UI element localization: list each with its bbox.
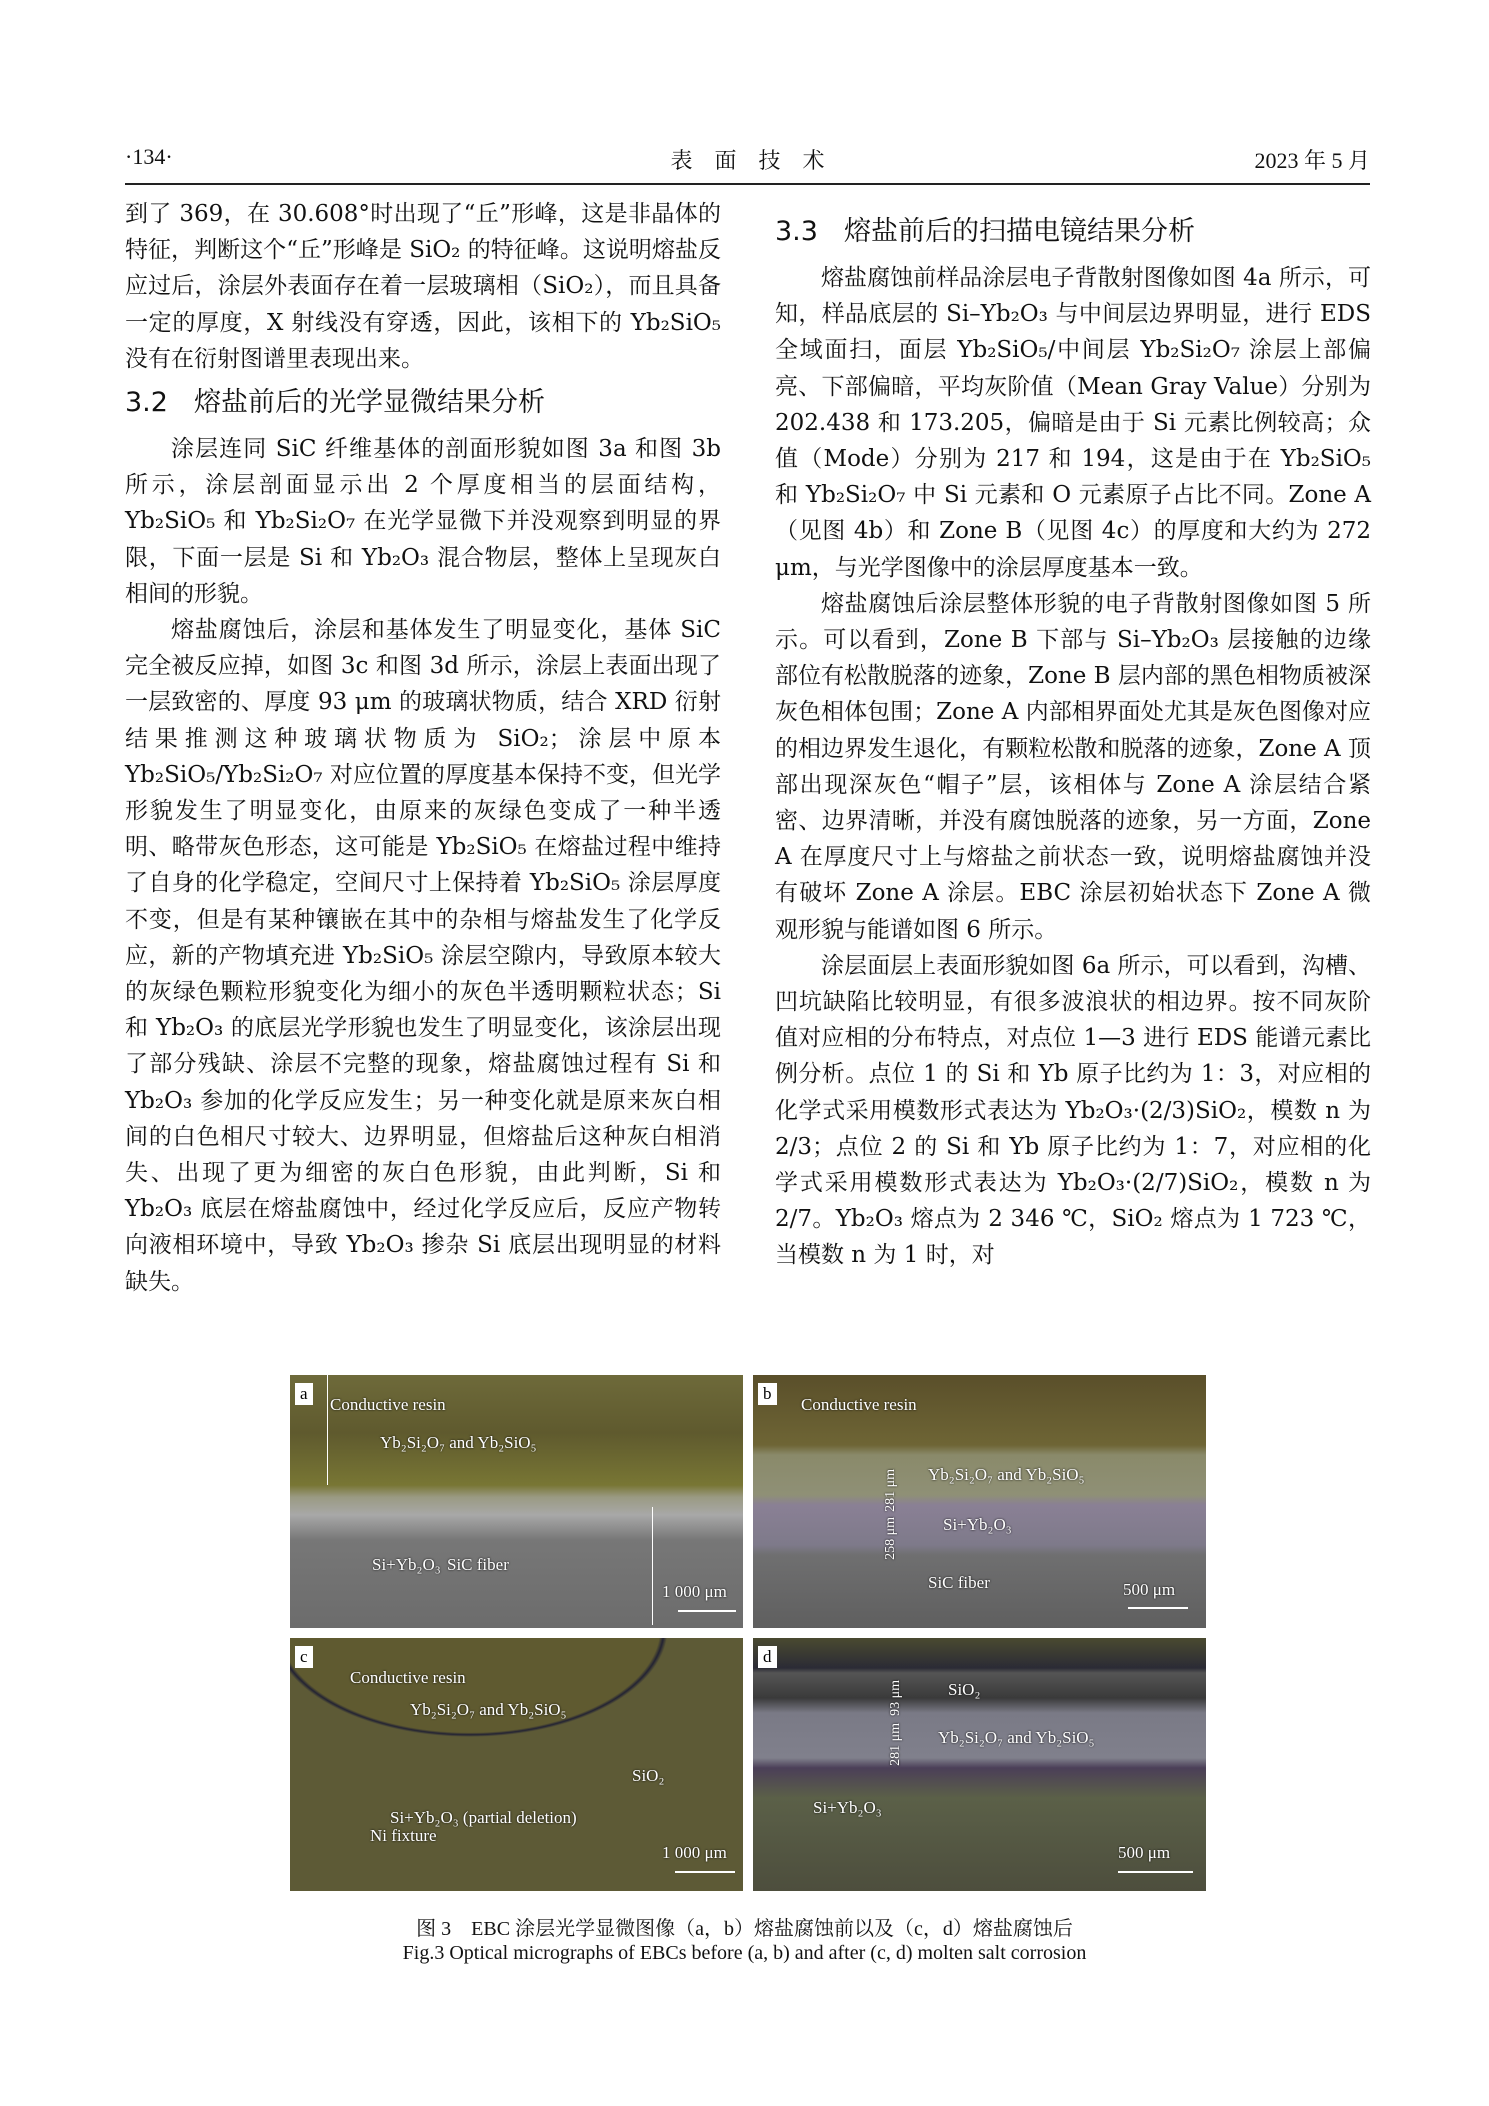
label-sio2: SiO₂	[948, 1680, 981, 1699]
label-sio2: SiO₂	[632, 1766, 665, 1785]
thickness-label: 281 μm	[888, 1723, 903, 1766]
thickness-label: 281 μm	[883, 1469, 898, 1512]
micrograph-a	[290, 1375, 743, 1628]
figure-caption-en: Fig.3 Optical micrographs of EBCs before (a, b) and after (c, d) molten salt corrosion	[402, 1942, 1087, 1964]
thickness-label: 93 μm	[888, 1680, 903, 1716]
section-title: 熔盐前后的扫描电镜结果分析	[843, 216, 1195, 247]
paragraph: 熔盐腐蚀前样品涂层电子背散射图像如图 4a 所示，可知，样品底层的 Si–Yb₂O₃ 与中间层边界明显，进行 EDS 全域面扫，面层 Yb₂SiO₅/中间层 Yb₂Si₂O₇ 涂层上部偏亮、下部偏暗，平均灰阶值（Mean Gray Value）分别为 202.438 和 173.205，偏暗是由于 Si 元素比例较高；众值（Mode）分别为 217 和 194，这是由于在 Yb₂SiO₅ 和 Yb₂Si₂O₇ 中 Si 元素和 O 元素原子占比不同。Zone A（见图 4b）和 Zone B（见图 4c）的厚度和大约为 272 μm，与光学图像中的涂层厚度基本一致。	[775, 265, 1371, 581]
figure-3	[290, 1375, 1210, 1891]
left-column	[125, 196, 721, 1300]
scale-bar-label: 1 000 μm	[662, 1843, 727, 1862]
micrograph-c	[290, 1638, 743, 1891]
arrow	[652, 1507, 653, 1625]
label-coating: Yb₂Si₂O₇ and Yb₂SiO₅	[938, 1728, 1095, 1747]
journal-name: 表 面 技 术	[670, 148, 825, 173]
label-fiber: SiC fiber	[447, 1555, 509, 1574]
running-header	[125, 138, 1370, 178]
page-number: ·134·	[125, 144, 173, 169]
scale-bar-label: 1 000 μm	[662, 1582, 727, 1601]
scale-bar-label: 500 μm	[1123, 1580, 1176, 1599]
section-heading-3-3	[775, 208, 1371, 256]
scale-bar-label: 500 μm	[1118, 1843, 1171, 1862]
scale-bar	[1118, 1871, 1193, 1873]
label-resin: Conductive resin	[801, 1395, 917, 1414]
label-ni-fixture: Ni fixture	[370, 1826, 437, 1845]
arrow	[327, 1375, 328, 1485]
label-fiber: SiC fiber	[928, 1573, 990, 1592]
panel-label: b	[758, 1383, 777, 1405]
scale-bar	[1128, 1607, 1188, 1609]
paragraph: 熔盐腐蚀后，涂层和基体发生了明显变化，基体 SiC 完全被反应掉，如图 3c 和图 3d 所示，涂层上表面出现了一层致密的、厚度 93 μm 的玻璃状物质，结合 XRD 衍射结果推测这种玻璃状物质为 SiO₂；涂层中原本 Yb₂SiO₅/Yb₂Si₂O₇ 对应位置的厚度基本保持不变，但光学形貌发生了明显变化，由原来的灰绿色变成了一种半透明、略带灰色形态，这可能是 Yb₂SiO₅ 在熔盐过程中维持了自身的化学稳定，空间尺寸上保持着 Yb₂SiO₅ 涂层厚度不变，但是有某种镶嵌在其中的杂相与熔盐发生了化学反应，新的产物填充进 Yb₂SiO₅ 涂层空隙内，导致原本较大的灰绿色颗粒形貌变化为细小的灰色半透明颗粒状态；Si 和 Yb₂O₃ 的底层光学形貌也发生了明显变化，该涂层出现了部分残缺、涂层不完整的现象，熔盐腐蚀过程有 Si 和 Yb₂O₃ 参加的化学反应发生；另一种变化就是原来灰白相间的白色相尺寸较大、边界明显，但熔盐后这种灰白相消失、出现了更为细密的灰白色形貌，由此判断，Si 和 Yb₂O₃ 底层在熔盐腐蚀中，经过化学反应后，反应产物转向液相环境中，导致 Yb₂O₃ 掺杂 Si 底层出现明显的材料缺失。	[125, 617, 721, 1295]
label-bond-coat: Si+Yb₂O₃	[813, 1798, 882, 1817]
label-bond-coat: Si+Yb₂O₃ (partial deletion)	[390, 1808, 577, 1827]
paragraph: 涂层面层上表面形貌如图 6a 所示，可以看到，沟槽、凹坑缺陷比较明显，有很多波浪状的相边界。按不同灰阶值对应相的分布特点，对点位 1—3 进行 EDS 能谱元素比例分析。点位 1 的 Si 和 Yb 原子比约为 1：3，对应相的化学式采用模数形式表达为 Yb₂O₃·(2/3)SiO₂，模数 n 为 2/3；点位 2 的 Si 和 Yb 原子比约为 1：7，对应相的化学式采用模数形式表达为 Yb₂O₃·(2/7)SiO₂，模数 n 为 2/7。Yb₂O₃ 熔点为 2 346 ℃，SiO₂ 熔点为 1 723 ℃，当模数 n 为 1 时，对	[775, 952, 1371, 1269]
micrograph-b	[753, 1375, 1206, 1628]
label-coating: Yb₂Si₂O₇ and Yb₂SiO₅	[928, 1465, 1085, 1484]
header-rule	[125, 183, 1370, 185]
right-column	[775, 208, 1371, 1274]
label-resin: Conductive resin	[350, 1668, 466, 1687]
section-number: 3.3	[775, 216, 818, 247]
panel-label: d	[758, 1646, 777, 1668]
section-heading-3-2	[125, 379, 721, 427]
figure-caption-cn: 图 3 EBC 涂层光学显微图像（a，b）熔盐腐蚀前以及（c，d）熔盐腐蚀后	[416, 1918, 1073, 1940]
label-bond-coat: Si+Yb₂O₃	[943, 1515, 1012, 1534]
label-coating: Yb₂Si₂O₇ and Yb₂SiO₅	[380, 1433, 537, 1452]
paragraph: 熔盐腐蚀后涂层整体形貌的电子背散射图像如图 5 所示。可以看到，Zone B 下部与 Si–Yb₂O₃ 层接触的边缘部位有松散脱落的迹象，Zone B 层内部的黑色相物质被深灰色相体包围；Zone A 内部相界面处尤其是灰色图像对应的相边界发生退化，有颗粒松散和脱落的迹象，Zone A 顶部出现深灰色“帽子”层，该相体与 Zone A 涂层结合紧密、边界清晰，并没有腐蚀脱落的迹象，另一方面，Zone A 在厚度尺寸上与熔盐之前状态一致，说明熔盐腐蚀并没有破坏 Zone A 涂层。EBC 涂层初始状态下 Zone A 微观形貌与能谱如图 6 所示。	[775, 590, 1371, 943]
section-number: 3.2	[125, 387, 168, 419]
micrograph-d	[753, 1638, 1206, 1891]
issue-date: 2023 年 5 月	[1254, 148, 1370, 173]
label-bond-coat: Si+Yb₂O₃	[372, 1555, 441, 1574]
section-title: 熔盐前后的光学显微结果分析	[193, 387, 545, 419]
scale-bar	[678, 1610, 736, 1612]
label-resin: Conductive resin	[330, 1395, 446, 1414]
paragraph: 到了 369，在 30.608°时出现了“丘”形峰，这是非晶体的特征，判断这个“丘”形峰是 SiO₂ 的特征峰。这说明熔盐反应过后，涂层外表面存在着一层玻璃相（SiO₂），而且具备一定的厚度，X 射线没有穿透，因此，该相下的 Yb₂SiO₅ 没有在衍射图谱里表现出来。	[125, 201, 721, 372]
scale-bar	[675, 1871, 735, 1873]
panel-label: a	[295, 1383, 313, 1405]
label-coating: Yb₂Si₂O₇ and Yb₂SiO₅	[410, 1700, 567, 1719]
thickness-label: 258 μm	[883, 1517, 898, 1560]
paragraph: 涂层连同 SiC 纤维基体的剖面形貌如图 3a 和图 3b 所示，涂层剖面显示出 2 个厚度相当的层面结构，Yb₂SiO₅ 和 Yb₂Si₂O₇ 在光学显微下并没观察到明显的界限，下面一层是 Si 和 Yb₂O₃ 混合物层，整体上呈现灰白相间的形貌。	[125, 436, 721, 607]
panel-label: c	[295, 1646, 313, 1668]
